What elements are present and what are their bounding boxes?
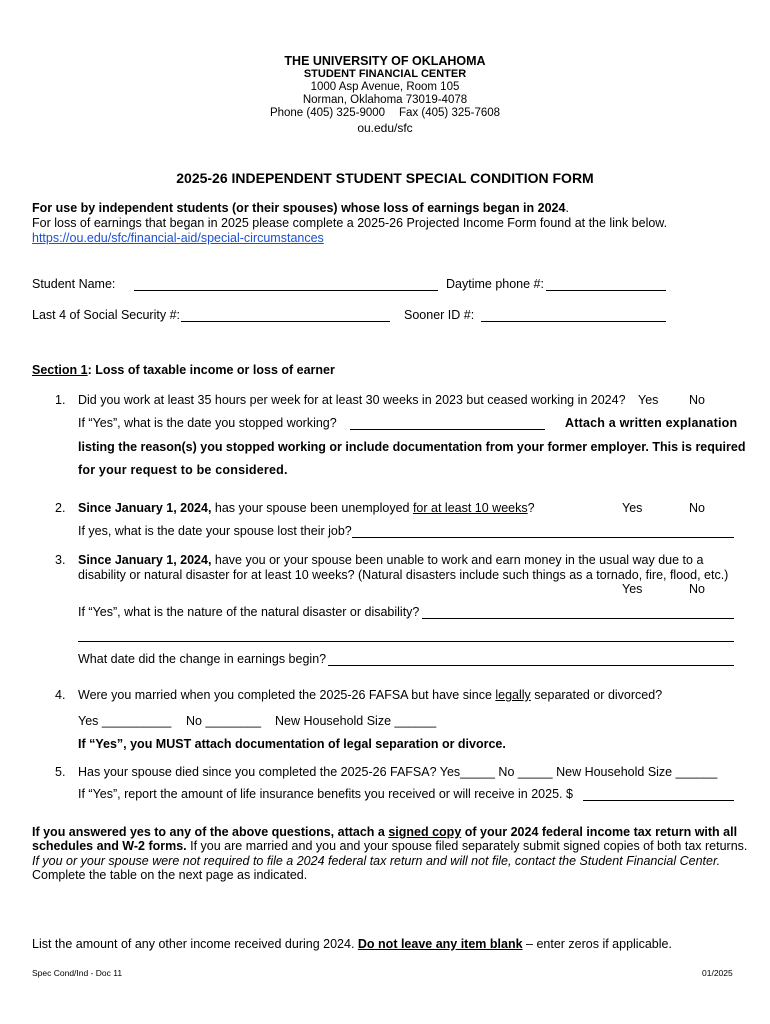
q3-number: 3. bbox=[55, 553, 66, 567]
q1-attach-line-1: Attach a written explanation bbox=[565, 416, 738, 430]
q3-no-option[interactable]: No bbox=[689, 582, 705, 596]
student-name-field[interactable] bbox=[134, 290, 438, 291]
contact-line bbox=[0, 107, 770, 119]
university-name: THE UNIVERSITY OF OKLAHOMA bbox=[284, 54, 486, 68]
q1-date-field[interactable] bbox=[350, 429, 545, 430]
q5-followup-label: If “Yes”, report the amount of life insurance benefits you received or will receive in 2025. $ bbox=[78, 787, 573, 801]
daytime-phone-label: Daytime phone #: bbox=[446, 277, 544, 291]
intro-line-1 bbox=[32, 201, 569, 215]
q1-followup-label: If “Yes”, what is the date you stopped working? bbox=[78, 416, 337, 430]
daytime-phone-field[interactable] bbox=[546, 290, 666, 291]
q3-date-field[interactable] bbox=[328, 665, 734, 666]
section-1-title bbox=[32, 363, 335, 377]
q2-underlined: for at least 10 weeks bbox=[412, 501, 528, 515]
fax-number: Fax (405) 325-7608 bbox=[399, 107, 501, 119]
special-circumstances-link[interactable]: https://ou.edu/sfc/financial-aid/special-circumstances bbox=[32, 231, 324, 245]
intro-line-2: For loss of earnings that began in 2025 please complete a 2025-26 Projected Income Form found at the link below. bbox=[32, 216, 668, 230]
phone-number: Phone (405) 325-9000 bbox=[269, 107, 386, 119]
q4-yes-field[interactable]: Yes __________ bbox=[78, 714, 172, 728]
closing-line-4: Complete the table on the next page as indicated. bbox=[32, 868, 308, 882]
q2-followup-label: If yes, what is the date your spouse lost their job? bbox=[78, 524, 352, 538]
q1-text: Did you work at least 35 hours per week for at least 30 weeks in 2023 but ceased working in 2024? bbox=[78, 393, 626, 407]
closing-schedules: schedules and W-2 forms. bbox=[32, 839, 187, 853]
q4-no-field[interactable]: No ________ bbox=[186, 714, 262, 728]
q5-text: Has your spouse died since you completed the 2025-26 FAFSA? Yes_____ No _____ New Household Size ______ bbox=[78, 765, 718, 779]
q4-text bbox=[78, 688, 662, 702]
q5-number: 5. bbox=[55, 765, 66, 779]
q4-number: 4. bbox=[55, 688, 66, 702]
footer-doc-id: Spec Cond/Ind - Doc 11 bbox=[32, 968, 123, 978]
address-line-1: 1000 Asp Avenue, Room 105 bbox=[310, 81, 460, 93]
list-other-post: – enter zeros if applicable. bbox=[522, 937, 672, 951]
q1-attach-line-2: listing the reason(s) you stopped working or include documentation from your former employer. This is required bbox=[78, 440, 746, 454]
q3-date-label: What date did the change in earnings begin? bbox=[78, 652, 327, 666]
q1-number: 1. bbox=[55, 393, 66, 407]
q2-end: ? bbox=[527, 501, 535, 515]
address-line-2: Norman, Oklahoma 73019-4078 bbox=[302, 94, 468, 106]
list-other-warning: Do not leave any item blank bbox=[357, 937, 523, 951]
q2-number: 2. bbox=[55, 501, 66, 515]
closing-bold-post: of your 2024 federal income tax return with all bbox=[461, 825, 738, 839]
q2-body: has your spouse been unemployed bbox=[211, 501, 413, 515]
intro-period: . bbox=[565, 201, 569, 215]
q2-yes-option[interactable]: Yes bbox=[622, 501, 643, 515]
intro-link-row bbox=[32, 231, 324, 245]
q3-bold: Since January 1, 2024, bbox=[78, 553, 212, 567]
q3-text-line-1 bbox=[78, 553, 703, 567]
student-name-label: Student Name: bbox=[32, 277, 116, 291]
q3-nature-label: If “Yes”, what is the nature of the natural disaster or disability? bbox=[78, 605, 420, 619]
q2-no-option[interactable]: No bbox=[689, 501, 705, 515]
q4-household-field[interactable]: New Household Size ______ bbox=[275, 714, 437, 728]
closing-signed-copy: signed copy bbox=[388, 825, 462, 839]
q3-text-line-2: disability or natural disaster for at least 10 weeks? (Natural disasters include such things as a tornado, fire, flood, etc.) bbox=[78, 568, 729, 582]
q5-amount-field[interactable] bbox=[583, 800, 734, 801]
list-other-pre: List the amount of any other income received during 2024. bbox=[32, 937, 358, 951]
q3-yes-option[interactable]: Yes bbox=[622, 582, 643, 596]
q2-text bbox=[78, 501, 535, 515]
q4-underlined: legally bbox=[495, 688, 531, 702]
q2-date-field[interactable] bbox=[352, 537, 734, 538]
q3-body: have you or your spouse been unable to work and earn money in the usual way due to a bbox=[211, 553, 704, 567]
section-1-label: Section 1 bbox=[32, 363, 88, 377]
closing-line-3: If you or your spouse were not required to file a 2024 federal tax return and will not file, contact the Student Financial Center. bbox=[32, 854, 721, 868]
closing-separate-returns: If you are married and you and your spouse filed separately submit signed copies of both tax returns. bbox=[186, 839, 748, 853]
q1-attach-line-3: for your request to be considered. bbox=[78, 463, 288, 477]
q3-nature-field-2[interactable] bbox=[78, 641, 734, 642]
ssn-label: Last 4 of Social Security #: bbox=[32, 308, 180, 322]
closing-line-1 bbox=[32, 825, 737, 839]
q1-yes-option[interactable]: Yes bbox=[638, 393, 659, 407]
list-other-income bbox=[32, 937, 672, 951]
q4-must-attach: If “Yes”, you MUST attach documentation of legal separation or divorce. bbox=[78, 737, 506, 751]
q2-bold: Since January 1, 2024, bbox=[78, 501, 212, 515]
section-1-heading: : Loss of taxable income or loss of earner bbox=[87, 363, 335, 377]
intro-bold: For use by independent students (or their spouses) whose loss of earnings began in 2024 bbox=[32, 201, 566, 215]
center-name: STUDENT FINANCIAL CENTER bbox=[303, 68, 467, 80]
q1-no-option[interactable]: No bbox=[689, 393, 705, 407]
form-title: 2025-26 INDEPENDENT STUDENT SPECIAL CONDITION FORM bbox=[176, 170, 594, 186]
sooner-id-field[interactable] bbox=[481, 321, 666, 322]
closing-line-2 bbox=[32, 839, 747, 853]
q4-end: separated or divorced? bbox=[530, 688, 663, 702]
q3-nature-field[interactable] bbox=[422, 618, 734, 619]
sooner-id-label: Sooner ID #: bbox=[404, 308, 475, 322]
q4-body: Were you married when you completed the 2025-26 FAFSA but have since bbox=[78, 688, 496, 702]
ssn-field[interactable] bbox=[181, 321, 390, 322]
footer-date: 01/2025 bbox=[702, 968, 733, 978]
website[interactable]: ou.edu/sfc bbox=[357, 121, 413, 135]
closing-bold-pre: If you answered yes to any of the above questions, attach a bbox=[32, 825, 389, 839]
